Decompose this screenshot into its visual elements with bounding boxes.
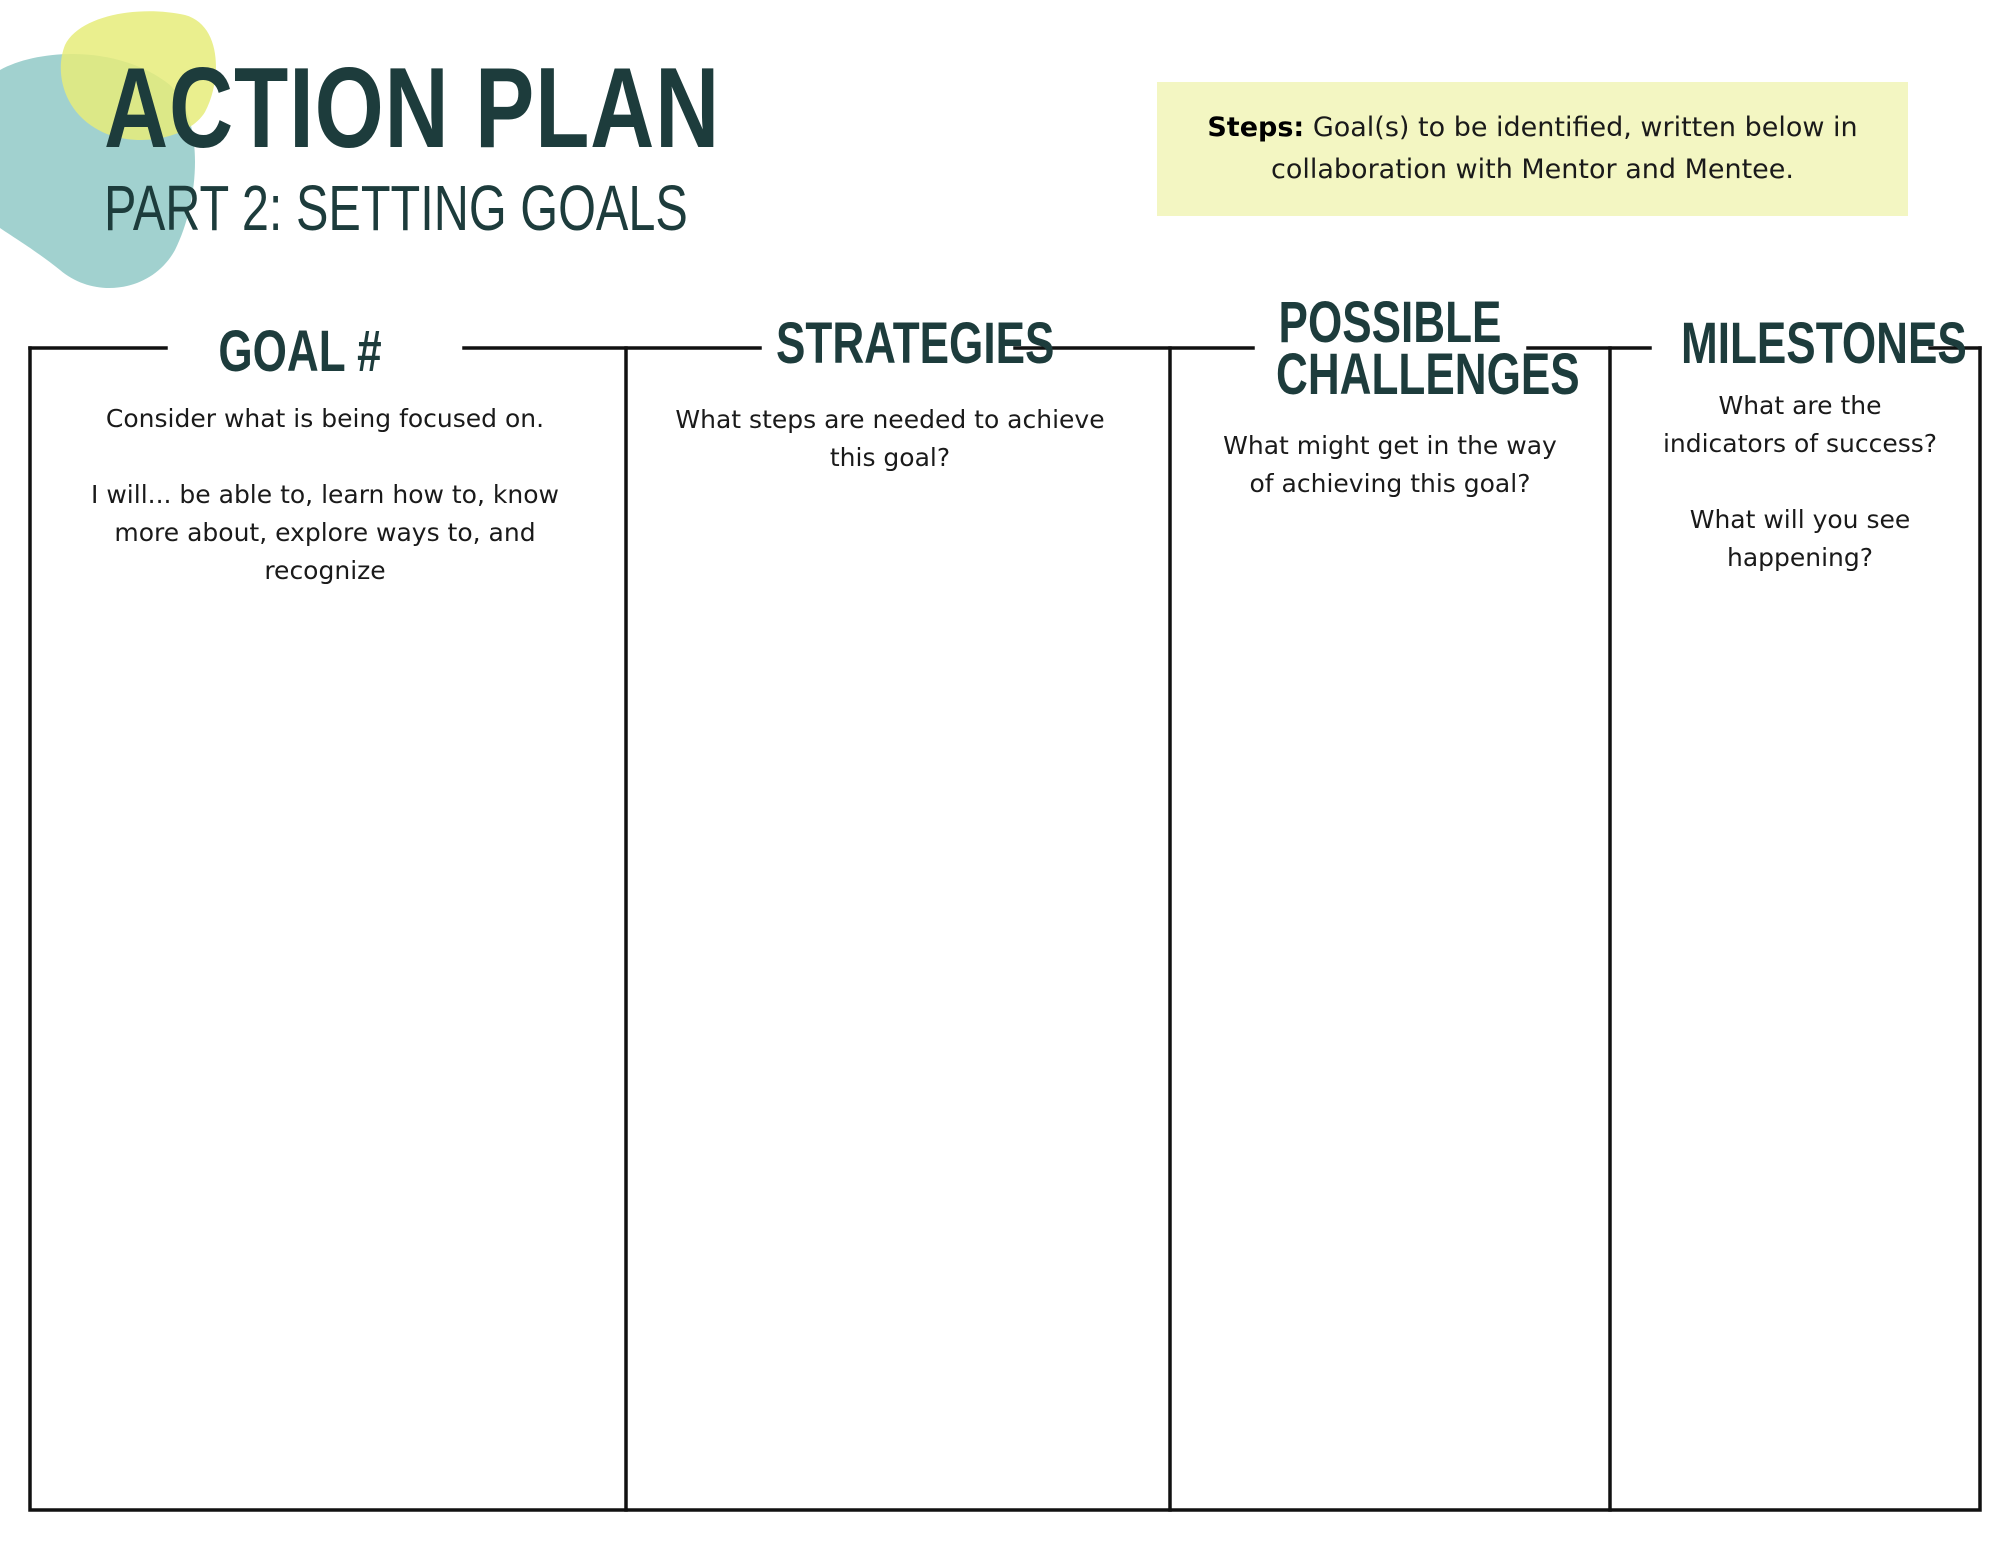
goal-desc-line-1: Consider what is being focused on. bbox=[105, 404, 545, 433]
challenges-desc: What might get in the way of achieving this goal? bbox=[1223, 431, 1557, 498]
page-title: ACTION PLAN bbox=[104, 45, 721, 172]
goal-desc-line-2: I will... be able to, learn how to, know more about, explore ways to, and recognize bbox=[91, 480, 559, 585]
column-heading-goal: GOAL # bbox=[218, 319, 382, 384]
column-desc-strategies bbox=[670, 401, 1110, 477]
column-desc-challenges bbox=[1220, 427, 1560, 503]
page-subtitle: PART 2: SETTING GOALS bbox=[104, 172, 688, 244]
column-desc-goal bbox=[55, 400, 595, 590]
column-heading-milestones: MILESTONES bbox=[1681, 311, 1967, 376]
steps-text: Goal(s) to be identified, written below in collaboration with Mentor and Mentee. bbox=[1271, 112, 1858, 185]
challenges-heading-line-1: POSSIBLE bbox=[1278, 290, 1502, 355]
column-desc-milestones bbox=[1655, 387, 1945, 577]
column-heading-challenges bbox=[1276, 290, 1580, 407]
column-heading-strategies: STRATEGIES bbox=[776, 311, 1055, 376]
steps-label: Steps: bbox=[1207, 112, 1305, 143]
strategies-desc: What steps are needed to achieve this goal? bbox=[675, 405, 1105, 472]
milestones-desc-line-1: What are the indicators of success? bbox=[1662, 391, 1938, 458]
challenges-heading-line-2: CHALLENGES bbox=[1276, 342, 1580, 407]
milestones-desc-line-2: What will you see happening? bbox=[1689, 505, 1911, 572]
